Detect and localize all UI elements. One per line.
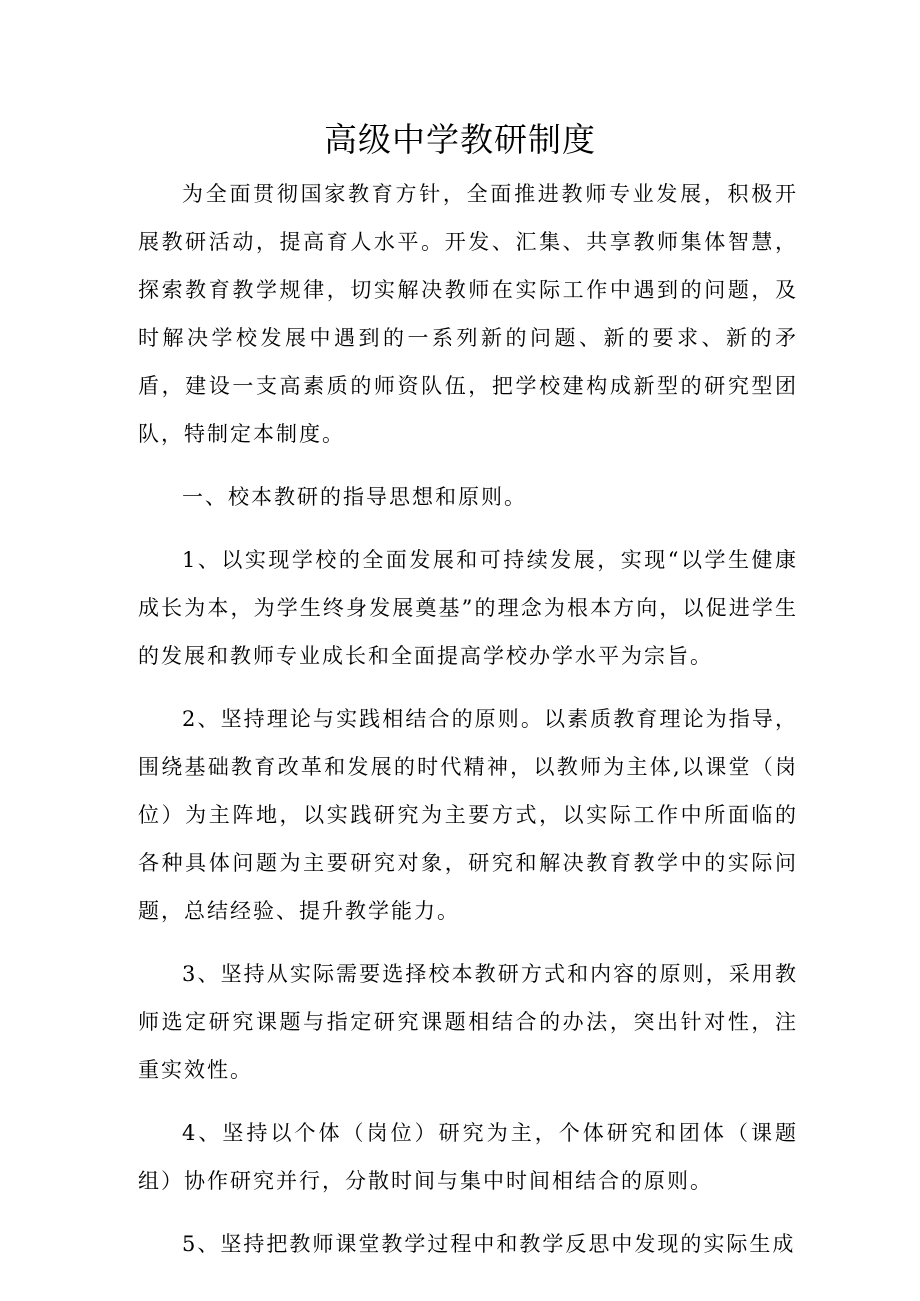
document-body: [138, 170, 798, 1283]
principle-paragraph-5: 5、坚持把教师课堂教学过程中和教学反思中发现的实际生成: [182, 1232, 796, 1256]
section-heading: 一、校本教研的指导思想和原则。: [182, 485, 527, 509]
intro-paragraph: 为全面贯彻国家教育方针，全面推进教师专业发展，积极开展教研活动，提高育人水平。开发、汇集、共享教师集体智慧，探索教育教学规律，切实解决教师在实际工作中遇到的问题，及时解决学校发展中遇到的一系列新的问题、新的要求、新的矛盾，建设一支高素质的师资队伍，把学校建构成新型的研究型团队，特制定本制度。: [138, 182, 798, 446]
principle-paragraph-3: 3、坚持从实际需要选择校本教研方式和内容的原则，采用教师选定研究课题与指定研究课题相结合的办法，突出针对性，注重实效性。: [138, 962, 798, 1082]
principle-paragraph-1: 1、以实现学校的全面发展和可持续发展，实现“以学生健康成长为本，为学生终身发展奠基”的理念为根本方向，以促进学生的发展和教师专业成长和全面提高学校办学水平为宗旨。: [138, 548, 798, 668]
document-title: 高级中学教研制度: [324, 120, 596, 159]
principle-paragraph-2: 2、坚持理论与实践相结合的原则。以素质教育理论为指导，围绕基础教育改革和发展的时代精神，以教师为主体,以课堂（岗位）为主阵地，以实践研究为主要方式，以实际工作中所面临的各种具体问题为主要研究对象，研究和解决教育教学中的实际问题，总结经验、提升教学能力。: [138, 707, 798, 923]
principle-paragraph-4: 4、坚持以个体（岗位）研究为主，个体研究和团体（课题组）协作研究并行，分散时间与集中时间相结合的原则。: [138, 1121, 798, 1193]
